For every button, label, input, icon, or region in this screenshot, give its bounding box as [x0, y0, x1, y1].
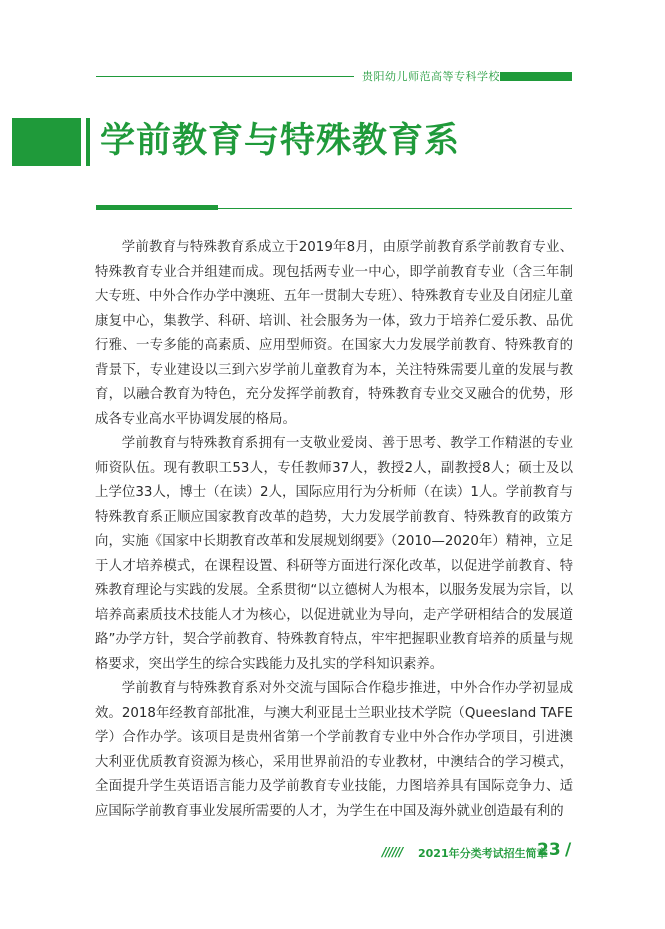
footer-end-slash: / — [565, 840, 572, 860]
paragraph-2: 学前教育与特殊教育系拥有一支敬业爱岗、善于思考、教学工作精湛的专业师资队伍。现有教职工53人，专任教师37人，教授2人，副教授8人；硕士及以上学位33人，博士（在读）2人，国际应用行为分析师（在读）1人。学前教育与特殊教育系正顺应国家教育改革的趋势，大力发展学前教育、特殊教育的政策方向，实施《国家中长期教育改革和发展规划纲要》（2010—2020年）精神，立足于人才培养模式，在课程设置、科研等方面进行深化改革，以促进学前教育、特殊教育理论与实践的发展。全系贯彻“以立德树人为根本，以服务发展为宗旨，以培养高素质技术技能人才为核心，以促进就业为导向，走产学研相结合的发展道路”办学方针，契合学前教育、特殊教育特点，牢牢把握职业教育培养的质量与规格要求，突出学生的综合实践能力及扎实的学科知识素养。 — [95, 436, 573, 672]
header-accent-bar — [500, 72, 572, 81]
title-underline-thin — [218, 208, 572, 209]
paragraph-1: 学前教育与特殊教育系成立于2019年8月，由原学前教育系学前教育专业、特殊教育专业合并组建而成。现包括两专业一中心，即学前教育专业（含三年制大专班、中外合作办学中澳班、五年一贯制大专班）、特殊教育专业及自闭症儿童康复中心，集教学、科研、培训、社会服务为一体，致力于培养仁爱乐教、品优行雅、一专多能的高素质、应用型师资。在国家大力发展学前教育、特殊教育的背景下，专业建设以三到六岁学前儿童教育为本，关注特殊需要儿童的发展与教育，以融合教育为特色，充分发挥学前教育，特殊教育专业交叉融合的优势，形成各专业高水平协调发展的格局。 — [95, 240, 573, 427]
page-number: 23 — [537, 840, 561, 860]
page-title: 学前教育与特殊教育系 — [100, 121, 461, 161]
paragraph-3: 学前教育与特殊教育系对外交流与国际合作稳步推进，中外合作办学初显成效。2018年经教育部批准，与澳大利亚昆士兰职业技术学院（Queesland TAFE学）合作办学。该项目是贵州省第一个学前教育专业中外合作办学项目，引进澳大利亚优质教育资源为核心，采用世界前沿的专业教材，中澳结合的学习模式，全面提升学生英语语言能力及学前教育专业技能，力图培养具有国际竞争力、适应国际学前教育事业发展所需要的人才，为学生在中国及海外就业创造最有利的 — [95, 681, 573, 819]
footer-slash-decoration: ////// — [382, 845, 403, 859]
title-accent-stripe — [86, 118, 90, 166]
title-accent-block — [12, 118, 81, 166]
school-name: 贵阳幼儿师范高等专科学校 — [362, 70, 500, 83]
footer-label: 2021年分类考试招生简章 — [418, 847, 548, 860]
title-underline-thick — [96, 205, 218, 210]
header-rule — [96, 76, 354, 77]
body-text — [95, 236, 573, 824]
